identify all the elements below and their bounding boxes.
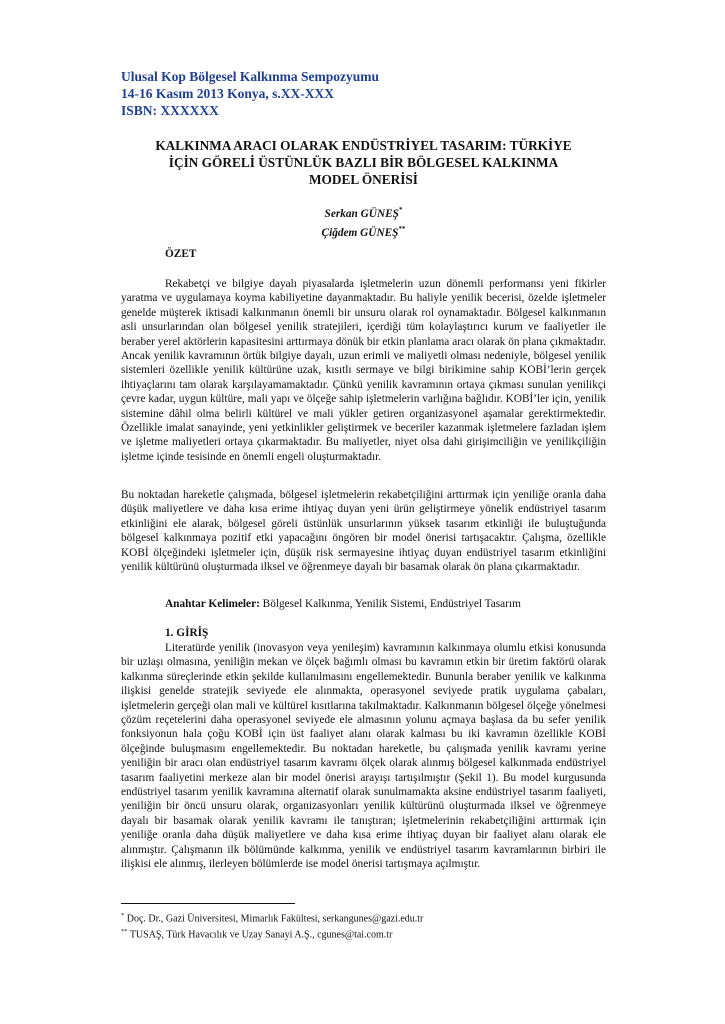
footnote-2-mark: ** [121, 928, 128, 936]
paper-title-line: İÇİN GÖRELİ ÜSTÜNLÜK BAZLI BİR BÖLGESEL KALKINMA [168, 155, 559, 170]
keywords [165, 598, 605, 610]
introduction-paragraph: Literatürde yenilik (inovasyon veya yenileşim) kavramının kalkınmaya olumlu etkisi konusunda bir uzlaşı olmasına, yeniliğin mekan ve ölçek bağımlı olması bu kavramın etkin bir üretim faktörü olarak kalkınma süreçlerinde etkin şekilde kullanılmasını engellemektedir. Bununla beraber yenilik ve kalkınma ilişkisi genelde stratejik seviyede ele alınmakta, operasyonel seviyede pratik uygulama çabaları, işletmelerin gerçeği olan mali ve kültürel kısıtlarına takılmaktadır. Kalkınmanın bölgesel ölçeğe yönelmesi çözüm reçetelerini daha operasyonel seviyede ele almasının yolunu açmaya başlasa da bu sefer yenilik fonksiyonun hala çoğu KOBİ için üst faaliyet alanı olarak kalması bu iki kavramın özellikle KOBİ ölçeğinde buluşmasını engellemektedir. Bu noktadan hareketle, bu çalışmada yenilik kavramı yerine yeniliğin bir aracı olan endüstriyel tasarım kavramı ölçek olarak alınmış bölgesel kalkınmada endüstriyel tasarım faaliyetini merkeze alan bir model önerisi arayışı tartışılmıştır (Şekil 1). Bu model kurgusunda endüstriyel tasarım yenilik kavramına alternatif olarak sunulmamakta aksine endüstriyel tasarım faaliyeti, yeniliğin bir öncü unsuru olarak, organizasyonları yenilik kültürünü oluşturmada ilksel ve öğrenmeye dayalı bir basamak olarak yenilik kavramı ile tanıştıran; işletmelerinin rekabetçiliğini arttırmak için yeniliğe oranla daha düşük maliyetlere ve daha kısa erime ihtiyaç duyan bir faaliyet alanı olarak ele alınmıştır. Çalışmanın ilk bölümünde kalkınma, yenilik ve endüstriyel tasarım kavramlarının birbiri ile ilişkisi ele alınmış, ilerleyen bölümlerde ise model önerisi tartışmaya açılmıştır. [121, 642, 606, 871]
author-2 [121, 222, 606, 241]
abstract-paragraph-1: Rekabetçi ve bilgiye dayalı piyasalarda işletmelerin uzun dönemli performansı yeni fikirler yaratma ve uygulamaya koyma kabiliyetine dayanmaktadır. Bu haliyle yenilik becerisi, özelde işletmeler genelde müşterek iktisadi kalkınmanın önemli bir unsuru olarak rol oynamaktadır. Bölgesel kalkınmanın asli unsurlarından olan bölgesel yenilik stratejileri, içerdiği tüm kolaylaştırıcı kurum ve faaliyetler ile beraber yerel aktörlerin kapasitesini arttırmaya dönük bir etkin planlama aracı olarak ön plana çıkmaktadır. Ancak yenilik kavramının örtük bilgiye dayalı, uzun erimli ve maliyetli olması nedeniyle, bölgesel yenilik sistemleri özellikle yenilik kültürüne uzak, kısıtlı sermaye ve bilgi birikimine sahip KOBİ’lerin gerçek ihtiyaçlarını tam olarak karşılayamamaktadır. Çünkü yenilik kavramının ortaya çıkması sunulan yenilikçi çevre kadar, uygun kültüre, mali yapı ve ölçeğe sahip işletmelerin varlığına bağlıdır. KOBİ’ler için, yenilik sistemine dâhil olma belirli kültürel ve mali yükler getiren organizasyonel aşamalar gerektirmektedir. Özellikle imalat sanayinde, yeni yetkinlikler geliştirmek ve beceriler kazanmak işletmelere fazladan işlem ve işletme maliyetleri ortaya çıkarmaktadır. Bu maliyetler, niyet olsa dahi girişimciliğin ve yenilikçiliğin işletme içinde tesisinde en önemli engeli oluşturmaktadır. [121, 278, 606, 463]
author-1-footnote-mark: * [398, 206, 403, 214]
author-list [121, 203, 606, 241]
keywords-text: Bölgesel Kalkınma, Yenilik Sistemi, Endüstriyel Tasarım [259, 598, 521, 610]
author-1 [121, 203, 606, 222]
paper-title-line: MODEL ÖNERİSİ [309, 172, 418, 187]
footnote-divider [121, 903, 295, 904]
conference-date-location: 14-16 Kasım 2013 Konya, s.XX-XXX [121, 86, 335, 101]
section-heading-introduction: 1. GİRİŞ [165, 627, 209, 639]
author-1-name: Serkan GÜNEŞ [324, 207, 399, 220]
conference-name: Ulusal Kop Bölgesel Kalkınma Sempozyumu [121, 69, 380, 84]
paper-title [121, 137, 606, 188]
footnote-2-text: TUSAŞ, Türk Havacılık ve Uzay Sanayi A.Ş., cgunes@tai.com.tr [127, 929, 393, 941]
footnote-2 [121, 925, 606, 941]
keywords-label: Anahtar Kelimeler: [165, 598, 260, 610]
footnote-1 [121, 909, 606, 925]
abstract-paragraph-2: Bu noktadan hareketle çalışmada, bölgesel işletmelerin rekabetçiliğini arttırmak için yeniliğe oranla daha düşük maliyetlere ve daha kısa erime ihtiyaç duyan yeni ürün geliştirmeye yönelik endüstriyel tasarım etkinliğini ele alarak, bölgesel göreli üstünlük unsurlarının yüksek tasarım etkinliği ile buluştuğunda bölgesel kalkınmaya pozitif etki yapacağını öngören bir model önerisi tartışacaktır. Çalışma, özellikle KOBİ ölçeğindeki işletmeler için, düşük risk sermayesine ihtiyaç duyan endüstriyel tasarım etkinliğini yenilik kültürünü oluşturmada ilksel ve öğrenmeye dayalı bir basamak olarak ön plana çıkarmaktadır. [121, 489, 606, 574]
paper-title-line: KALKINMA ARACI OLARAK ENDÜSTRİYEL TASARIM: TÜRKİYE [155, 138, 572, 153]
footnotes [121, 909, 606, 942]
conference-isbn: ISBN: XXXXXX [121, 103, 219, 118]
footnote-1-text: Doç. Dr., Gazi Üniversitesi, Mimarlık Fakültesi, serkangunes@gazi.edu.tr [124, 913, 424, 925]
author-2-name: Çiğdem GÜNEŞ [321, 226, 399, 239]
abstract-heading: ÖZET [165, 248, 197, 260]
conference-header [121, 68, 601, 119]
footnote-1-mark: * [121, 912, 125, 919]
author-2-footnote-mark: ** [398, 224, 406, 233]
